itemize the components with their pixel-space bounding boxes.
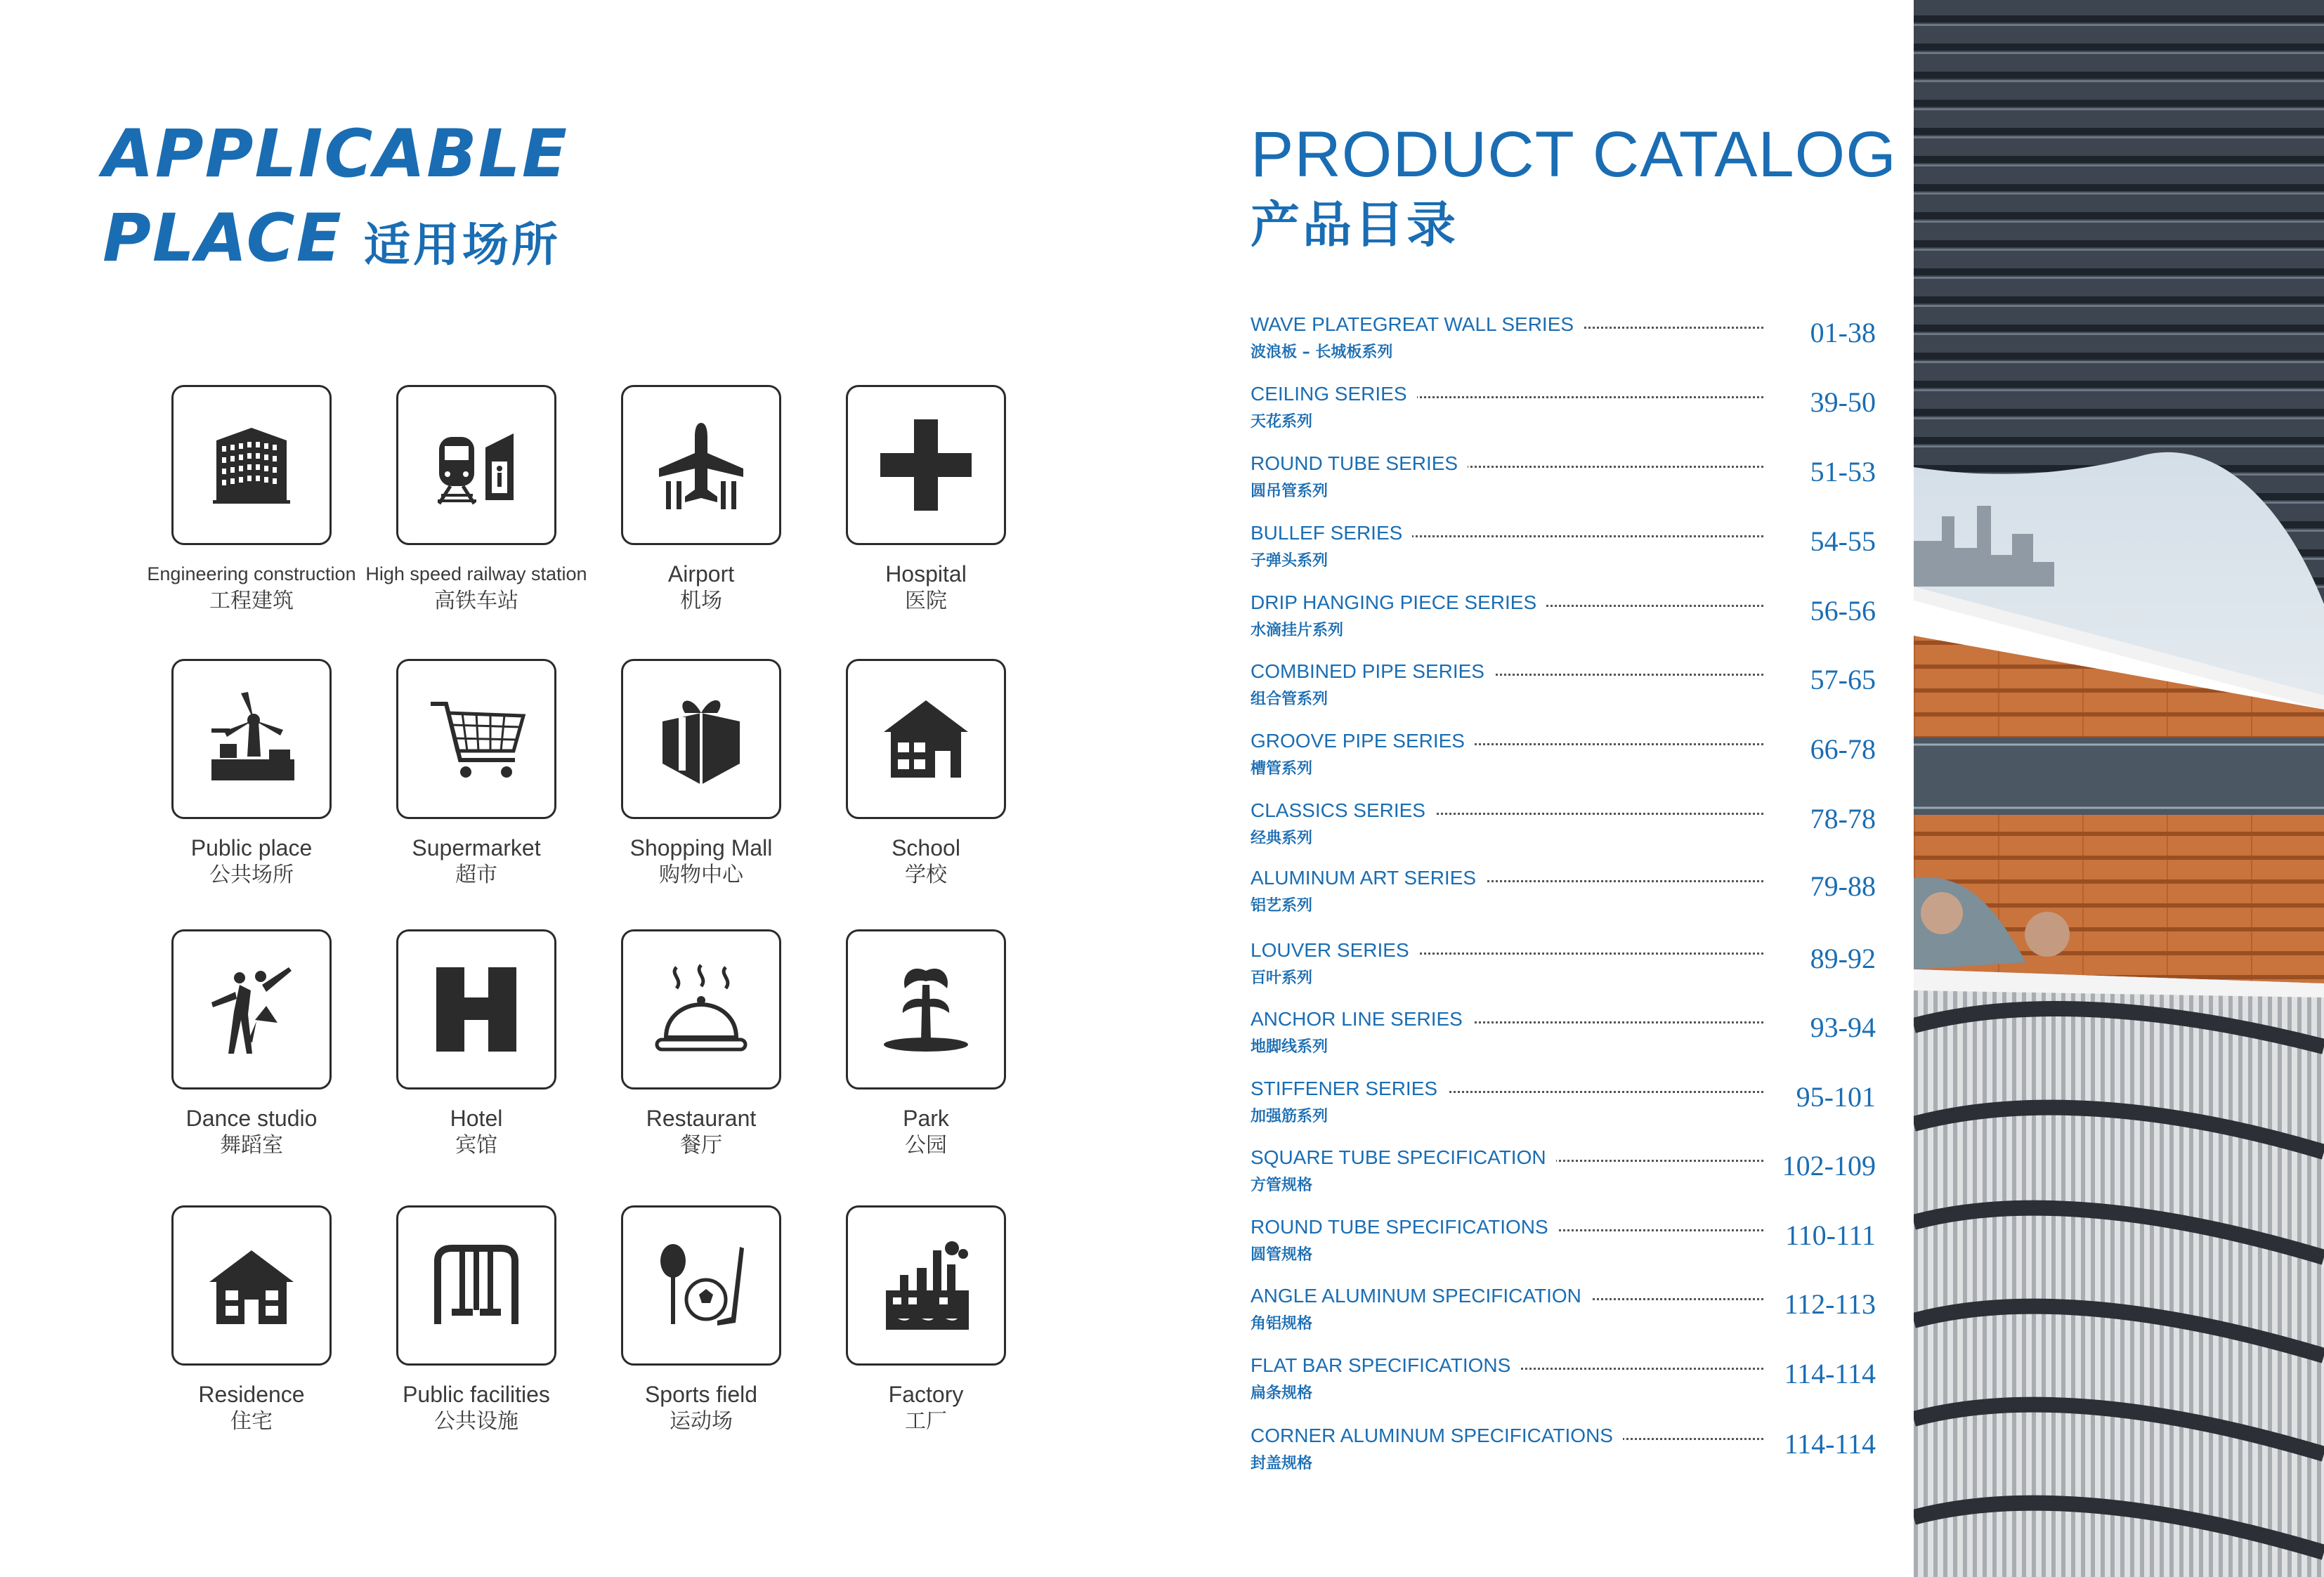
place-label-cn: 工程建筑 bbox=[209, 589, 294, 613]
catalog-title-cn: 产品目录 bbox=[1251, 196, 1458, 254]
airplane-icon bbox=[648, 412, 754, 518]
place-label-en: Public place bbox=[190, 835, 313, 861]
toc-item-pages: 89-92 bbox=[1810, 943, 1876, 974]
place-label-cn: 舞蹈室 bbox=[220, 1133, 283, 1158]
icon-frame bbox=[396, 385, 556, 545]
icon-frame bbox=[171, 385, 332, 545]
toc-item-pages: 54-55 bbox=[1810, 525, 1876, 557]
place-label-cn: 公共场所 bbox=[209, 863, 294, 887]
place-sports-field bbox=[589, 1205, 814, 1436]
toc-item[interactable] bbox=[1251, 522, 1876, 585]
toc-item[interactable] bbox=[1251, 1285, 1876, 1348]
toc-item-en: ANGLE ALUMINUM SPECIFICATION bbox=[1251, 1285, 1591, 1307]
place-hospital bbox=[814, 385, 1038, 615]
icon-frame bbox=[846, 659, 1006, 819]
toc-item-pages: 51-53 bbox=[1810, 456, 1876, 488]
toc-item-cn: 角铝规格 bbox=[1251, 1315, 1313, 1333]
school-house-icon bbox=[873, 686, 979, 792]
toc-item-en: CEILING SERIES bbox=[1251, 383, 1417, 405]
icon-frame bbox=[171, 929, 332, 1089]
toc-item-en: ROUND TUBE SERIES bbox=[1251, 452, 1468, 475]
toc-item-pages: 56-56 bbox=[1810, 595, 1876, 627]
toc-item-cn: 槽管系列 bbox=[1251, 760, 1313, 778]
place-label-en: Factory bbox=[888, 1382, 964, 1407]
title-line-2: PLACE bbox=[103, 200, 343, 277]
place-label-cn: 公园 bbox=[905, 1133, 947, 1158]
toc-item[interactable] bbox=[1251, 1078, 1876, 1141]
shopping-cart-icon bbox=[424, 686, 529, 792]
icon-frame bbox=[396, 929, 556, 1089]
place-label-en: High speed railway station bbox=[365, 563, 587, 584]
toc-item-cn: 子弹头系列 bbox=[1251, 552, 1329, 570]
place-factory bbox=[814, 1205, 1038, 1436]
toc-item-cn: 扁条规格 bbox=[1251, 1385, 1313, 1402]
toc-item-cn: 铝艺系列 bbox=[1251, 897, 1313, 915]
residence-house-icon bbox=[199, 1233, 304, 1338]
medical-cross-icon bbox=[873, 412, 979, 518]
toc-item[interactable] bbox=[1251, 730, 1876, 793]
toc-item[interactable] bbox=[1251, 1216, 1876, 1279]
toc-item[interactable] bbox=[1251, 1425, 1876, 1488]
toc-item-cn: 方管规格 bbox=[1251, 1177, 1313, 1194]
icon-frame bbox=[171, 659, 332, 819]
place-dance-studio bbox=[139, 929, 364, 1160]
toc-item-en: WAVE PLATEGREAT WALL SERIES bbox=[1251, 313, 1584, 336]
hotel-h-icon bbox=[424, 957, 529, 1062]
place-label-en: Hospital bbox=[885, 561, 967, 587]
place-label-cn: 高铁车站 bbox=[434, 589, 518, 613]
factory-icon bbox=[873, 1233, 979, 1338]
place-label-cn: 机场 bbox=[680, 589, 722, 613]
toc-item-en: GROOVE PIPE SERIES bbox=[1251, 730, 1475, 752]
place-airport bbox=[589, 385, 814, 615]
architecture-photo-collage bbox=[1914, 0, 2324, 1577]
toc-item-pages: 93-94 bbox=[1810, 1012, 1876, 1043]
toc-item-cn: 组合管系列 bbox=[1251, 691, 1329, 708]
place-school bbox=[814, 659, 1038, 889]
dancers-icon bbox=[199, 957, 304, 1062]
catalog-title-en: PRODUCT CATALOG bbox=[1251, 119, 1897, 190]
place-restaurant bbox=[589, 929, 814, 1160]
place-label-cn: 餐厅 bbox=[680, 1133, 722, 1158]
office-building-icon bbox=[199, 412, 304, 518]
toc-item-pages: 110-111 bbox=[1785, 1219, 1876, 1251]
place-label-en: Hotel bbox=[450, 1106, 503, 1131]
toc-item-cn: 封盖规格 bbox=[1251, 1455, 1313, 1472]
place-label-en: Supermarket bbox=[412, 835, 541, 861]
toc-item-en: CLASSICS SERIES bbox=[1251, 799, 1435, 822]
toc-item[interactable] bbox=[1251, 1008, 1876, 1071]
places-grid bbox=[139, 385, 996, 1453]
place-label-cn: 住宅 bbox=[230, 1409, 273, 1434]
place-park bbox=[814, 929, 1038, 1160]
place-label-cn: 公共设施 bbox=[434, 1409, 518, 1434]
toc-item[interactable] bbox=[1251, 591, 1876, 655]
swing-set-icon bbox=[424, 1233, 529, 1338]
toc-item-en: ALUMINUM ART SERIES bbox=[1251, 867, 1486, 889]
place-label-en: Public facilities bbox=[403, 1382, 550, 1407]
applicable-place-title bbox=[103, 112, 568, 287]
place-label-en: Dance studio bbox=[185, 1106, 318, 1131]
place-label-en: Shopping Mall bbox=[629, 835, 773, 861]
place-label-en: Sports field bbox=[644, 1382, 758, 1407]
place-label-cn: 宾馆 bbox=[455, 1133, 497, 1158]
toc-item-pages: 95-101 bbox=[1796, 1081, 1876, 1113]
toc-item-pages: 39-50 bbox=[1810, 386, 1876, 418]
toc-item-en: COMBINED PIPE SERIES bbox=[1251, 660, 1494, 683]
toc-item-pages: 01-38 bbox=[1810, 317, 1876, 348]
place-label-cn: 购物中心 bbox=[659, 863, 743, 887]
title-line-1: APPLICABLE bbox=[103, 116, 568, 192]
toc-item-cn: 圆管规格 bbox=[1251, 1246, 1313, 1264]
place-label-cn: 医院 bbox=[905, 589, 947, 613]
title-cn: 适用场所 bbox=[363, 218, 561, 272]
place-label-en: Engineering construction bbox=[147, 563, 356, 584]
place-label-cn: 超市 bbox=[455, 863, 497, 887]
toc-item[interactable] bbox=[1251, 383, 1876, 446]
toc-item-pages: 112-113 bbox=[1784, 1288, 1876, 1320]
toc-item[interactable] bbox=[1251, 452, 1876, 516]
place-public-place bbox=[139, 659, 364, 889]
sports-balls-icon bbox=[648, 1233, 754, 1338]
place-supermarket bbox=[364, 659, 589, 889]
toc-item-pages: 66-78 bbox=[1810, 733, 1876, 765]
toc-item-cn: 加强筋系列 bbox=[1251, 1108, 1329, 1125]
toc-item-cn: 经典系列 bbox=[1251, 830, 1313, 847]
food-cloche-icon bbox=[648, 957, 754, 1062]
toc-item-cn: 天花系列 bbox=[1251, 413, 1313, 431]
toc-item[interactable] bbox=[1251, 660, 1876, 724]
title-line-2-row bbox=[103, 197, 568, 287]
place-high-speed-railway-station bbox=[364, 385, 589, 615]
place-hotel bbox=[364, 929, 589, 1160]
icon-frame bbox=[621, 659, 781, 819]
place-public-facilities bbox=[364, 1205, 589, 1436]
toc-item-pages: 78-78 bbox=[1810, 803, 1876, 835]
toc-item-en: CORNER ALUMINUM SPECIFICATIONS bbox=[1251, 1425, 1623, 1447]
place-label-en: Airport bbox=[667, 561, 735, 587]
toc-item-cn: 圆吊管系列 bbox=[1251, 483, 1329, 500]
toc-item[interactable] bbox=[1251, 313, 1876, 377]
place-residence bbox=[139, 1205, 364, 1436]
toc-item[interactable] bbox=[1251, 867, 1876, 930]
wind-turbine-icon bbox=[199, 686, 304, 792]
icon-frame bbox=[171, 1205, 332, 1366]
icon-frame bbox=[621, 1205, 781, 1366]
icon-frame bbox=[396, 1205, 556, 1366]
icon-frame bbox=[846, 1205, 1006, 1366]
toc-item-cn: 百叶系列 bbox=[1251, 969, 1313, 987]
toc-item-pages: 114-114 bbox=[1784, 1428, 1876, 1460]
toc-item-en: SQUARE TUBE SPECIFICATION bbox=[1251, 1146, 1556, 1169]
place-label-en: Residence bbox=[198, 1382, 305, 1407]
gift-box-icon bbox=[648, 686, 754, 792]
toc-item-cn: 波浪板 – 长城板系列 bbox=[1251, 343, 1393, 361]
toc-item-pages: 57-65 bbox=[1810, 664, 1876, 695]
icon-frame bbox=[846, 385, 1006, 545]
toc-item-en: ANCHOR LINE SERIES bbox=[1251, 1008, 1473, 1030]
icon-frame bbox=[621, 385, 781, 545]
toc-item-en: FLAT BAR SPECIFICATIONS bbox=[1251, 1354, 1520, 1377]
place-label-cn: 学校 bbox=[905, 863, 947, 887]
place-label-cn: 运动场 bbox=[670, 1409, 733, 1434]
photo-collage-svg bbox=[1914, 0, 2324, 1577]
place-label-cn: 工厂 bbox=[905, 1409, 947, 1434]
toc-item-en: LOUVER SERIES bbox=[1251, 939, 1419, 962]
toc-item[interactable] bbox=[1251, 1146, 1876, 1210]
toc-item-pages: 79-88 bbox=[1810, 870, 1876, 902]
toc-item-cn: 地脚线系列 bbox=[1251, 1038, 1329, 1056]
place-shopping-mall bbox=[589, 659, 814, 889]
place-label-en: Park bbox=[903, 1106, 949, 1131]
icon-frame bbox=[846, 929, 1006, 1089]
toc-item-pages: 114-114 bbox=[1784, 1358, 1876, 1389]
toc-item[interactable] bbox=[1251, 1354, 1876, 1418]
toc-item-en: BULLEF SERIES bbox=[1251, 522, 1412, 544]
icon-frame bbox=[621, 929, 781, 1089]
fountain-icon bbox=[873, 957, 979, 1062]
toc-item[interactable] bbox=[1251, 939, 1876, 1002]
place-label-en: School bbox=[892, 835, 960, 861]
toc-item[interactable] bbox=[1251, 799, 1876, 863]
toc-item-pages: 102-109 bbox=[1782, 1150, 1876, 1182]
toc-item-cn: 水滴挂片系列 bbox=[1251, 622, 1344, 639]
train-station-icon bbox=[424, 412, 529, 518]
toc-item-en: DRIP HANGING PIECE SERIES bbox=[1251, 591, 1546, 614]
toc-item-en: STIFFENER SERIES bbox=[1251, 1078, 1447, 1100]
place-engineering-construction bbox=[139, 385, 364, 615]
place-label-en: Restaurant bbox=[646, 1106, 757, 1131]
toc-item-en: ROUND TUBE SPECIFICATIONS bbox=[1251, 1216, 1558, 1238]
product-catalog-title bbox=[1251, 119, 1897, 260]
icon-frame bbox=[396, 659, 556, 819]
